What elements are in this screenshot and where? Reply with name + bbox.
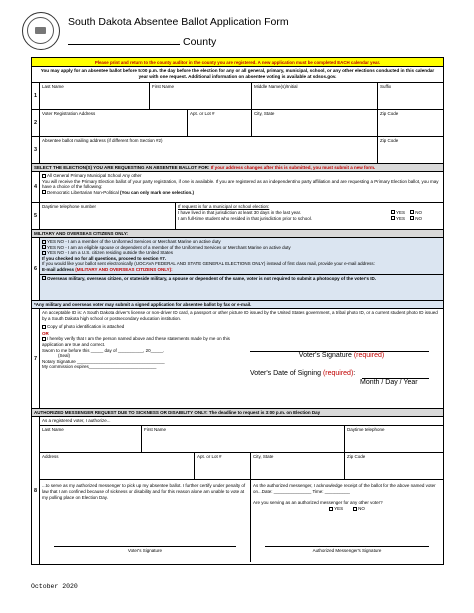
- section-3: [32, 137, 443, 164]
- party-options-text: Democratic Libertarian Non-Political: [47, 189, 121, 195]
- messenger-receipt-text[interactable]: As the authorized messenger, I acknowledge receipt of the ballot for the above named voter on...Date: _______________ Time: __________: [253, 483, 436, 494]
- id-left-column: [40, 324, 240, 370]
- yes-label: YES: [396, 215, 406, 221]
- messenger-address-label: Address: [42, 454, 59, 459]
- suffix-field[interactable]: [378, 83, 443, 109]
- messenger-city-field[interactable]: [251, 453, 345, 479]
- section-body: [40, 110, 443, 136]
- sworn-text: Sworn to me before this _____ day of __________, 20_____.: [42, 347, 165, 353]
- no-checkbox[interactable]: [353, 507, 357, 511]
- date-signing-required: (required): [322, 370, 354, 378]
- date-signing-label: Voter's Date of Signing: [250, 370, 323, 378]
- yes-label: YES: [334, 506, 344, 512]
- messenger-phone-field[interactable]: [345, 426, 443, 452]
- affirm-option[interactable]: [40, 336, 240, 347]
- yes-label: YES: [396, 209, 406, 215]
- messenger-bar: AUTHORIZED MESSENGER REQUEST DUE TO SICKNESS OR DISABILITY ONLY: The deadline to request is 3:00 p.m. on Election Day: [32, 409, 443, 417]
- city-state-field[interactable]: [252, 110, 378, 136]
- military-q2-text: YES NO - I am an eligible spouse or dependent of a member of the Uniformed Services or Merchant Marine on active duty: [47, 244, 291, 250]
- messenger-signature-line[interactable]: [265, 546, 429, 547]
- section-2: [32, 110, 443, 137]
- seal-inner-ring: [27, 17, 54, 44]
- county-input-line[interactable]: [68, 36, 180, 45]
- military-q1-text: YES NO - I am a member of the Uniformed Services or Merchant Marine on active duty: [47, 239, 221, 244]
- party-options[interactable]: [40, 190, 443, 196]
- other-voter-question: Are you serving as an authorized messenger for any other voter?: [253, 499, 383, 505]
- yes-checkbox[interactable]: [329, 507, 333, 511]
- yes-checkbox[interactable]: [391, 216, 395, 220]
- notary-signature-line[interactable]: Notary Signature ___________________________________: [42, 358, 165, 364]
- section-body: [40, 309, 443, 408]
- zip-field[interactable]: [378, 110, 443, 136]
- copy-id-option[interactable]: [40, 324, 240, 330]
- yes-checkbox[interactable]: [391, 210, 395, 214]
- footer-date: October 2020: [31, 583, 78, 590]
- q2-answers[interactable]: [391, 216, 441, 222]
- voter-certify-cell: [40, 480, 251, 562]
- middle-name-field[interactable]: [252, 83, 378, 109]
- mailing-zip-field[interactable]: [378, 137, 443, 163]
- checkbox[interactable]: [42, 276, 46, 280]
- section-5: [32, 203, 443, 230]
- messenger-address-field[interactable]: [40, 453, 195, 479]
- application-form: [31, 57, 444, 565]
- section-body: [40, 83, 443, 109]
- voter-signature-label: Voter's Signature: [298, 352, 354, 360]
- suffix-label: Suffix: [380, 84, 392, 89]
- checkbox[interactable]: [42, 190, 46, 194]
- date-signing-colon: :: [353, 370, 356, 378]
- messenger-apt-field[interactable]: [195, 453, 251, 479]
- apt-label: Apt. or Lot #: [190, 111, 215, 116]
- photocopy-note: [40, 275, 443, 282]
- copy-id-text: Copy of photo identification is attached: [47, 324, 125, 330]
- other-voter-answers[interactable]: [253, 506, 441, 512]
- email-field[interactable]: [40, 267, 443, 275]
- messenger-address-row: [40, 453, 443, 480]
- seal-text: (Seal): [58, 353, 71, 359]
- section-number: 5: [32, 203, 40, 229]
- city-state-label: City, State: [254, 111, 275, 116]
- photocopy-note-text: Overseas military, overseas citizen, or stateside military, a spouse or dependent of the same, voter is not required to submit a photocopy of the voter's ID.: [47, 275, 376, 281]
- messenger-first-name-label: First Name: [144, 427, 167, 432]
- q1-text: I have lived in that jurisdiction at least 30 days in the last year.: [178, 209, 302, 215]
- registration-address-label: Voter Registration Address: [42, 111, 96, 116]
- checkbox[interactable]: [42, 325, 46, 329]
- email-instruction: If you would like your ballot sent electronically (UOCAVA FEDERAL AND STATE GENERAL ELECTIONS ONLY) instead of first class mail, provide your e-mail address:: [42, 261, 375, 267]
- messenger-intro: As a registered voter, I authorize...: [40, 417, 443, 426]
- section-7: [32, 309, 443, 409]
- section-number: 3: [32, 137, 40, 163]
- first-name-label: First Name: [152, 84, 175, 89]
- notice-banner: Please print and return to the county auditor in the county you are registered. A new application must be completed EACH calendar year.: [32, 58, 443, 67]
- checkbox[interactable]: [42, 245, 46, 249]
- q2-text: I am full-time student who resided in that jurisdiction prior to school.: [178, 215, 313, 221]
- messenger-signature-label: Authorized Messenger's Signature: [312, 548, 382, 553]
- section-8: [32, 417, 443, 564]
- email-note: (MILITARY AND OVERSEAS CITIZENS ONLY):: [75, 266, 173, 272]
- email-label: E-mail address: [42, 266, 76, 272]
- county-label: County: [183, 36, 217, 48]
- mailing-address-field[interactable]: [40, 137, 378, 163]
- jurisdiction-questions: [176, 203, 443, 229]
- phone-row: [40, 203, 443, 229]
- messenger-zip-label: Zip Code: [347, 454, 366, 459]
- election-select-bar: [32, 164, 443, 172]
- voter-signature-caption: [240, 352, 443, 359]
- commission-expires-line[interactable]: My commission expires___________________________: [42, 364, 157, 370]
- section-body: [40, 238, 443, 300]
- section-body: [40, 172, 443, 202]
- fax-email-bar: *Any military and overseas voter may submit a signed application for absentee ballot by fax or e-mail.: [32, 301, 443, 309]
- proceed-note: If you checked no for all questions, proceed to section #7.: [42, 255, 167, 261]
- party-options-note: (You can only mark one selection.): [120, 189, 194, 195]
- election-select-note: If your address changes after this is submitted, you must submit a new form.: [209, 165, 376, 170]
- voter-signature-label: Voter's Signature: [127, 548, 163, 553]
- seal-emblem: [35, 27, 46, 34]
- voter-signature-line[interactable]: [54, 546, 236, 547]
- section-6: [32, 238, 443, 301]
- voter-signature-required: (required): [353, 352, 385, 360]
- checkbox[interactable]: [42, 174, 46, 178]
- last-name-label: Last Name: [42, 84, 64, 89]
- messenger-certify-row: [40, 480, 443, 562]
- section-number: 6: [32, 238, 40, 300]
- election-select-label: SELECT THE ELECTION(S) YOU ARE REQUESTING AN ABSENTEE BALLOT FOR:: [34, 165, 210, 170]
- date-signing-caption: [250, 370, 355, 377]
- address-row: [40, 110, 443, 136]
- messenger-city-label: City, State: [253, 454, 274, 459]
- voter-sign-column: [240, 324, 443, 387]
- messenger-certify-cell: [251, 480, 443, 562]
- section-number: 8: [32, 417, 40, 564]
- phone-label: Daytime telephone number: [42, 204, 97, 209]
- name-row: [40, 83, 443, 109]
- section-1: [32, 83, 443, 110]
- id-sign-area: [40, 324, 443, 387]
- messenger-name-row: [40, 426, 443, 453]
- section-number: 7: [32, 309, 40, 408]
- section-body: [40, 137, 443, 163]
- election-options-text: All General Primary Municipal School Any other: [47, 173, 142, 178]
- voter-certify-text: ...to serve as my authorized messenger to pick up my absentee ballot. I further certify under penalty of law that I am confined because of sickness or disability and for this reason alone am unable to vote at my polling place on Election Day.: [42, 483, 246, 500]
- messenger-last-name-field[interactable]: [40, 426, 142, 452]
- jurisdiction-q2: [178, 216, 441, 222]
- messenger-zip-field[interactable]: [345, 453, 443, 479]
- messenger-apt-label: Apt. or Lot #: [197, 454, 222, 459]
- state-seal-icon: [22, 12, 60, 50]
- messenger-phone-label: Daytime telephone: [347, 427, 385, 432]
- section-body: [40, 417, 443, 564]
- section-body: [40, 203, 443, 229]
- no-checkbox[interactable]: [410, 210, 414, 214]
- checkbox[interactable]: [42, 337, 46, 341]
- affirm-text: I hereby verify that I am the person named above and these statements made by me on this application are true and correct.: [42, 336, 230, 347]
- or-text: OR: [42, 330, 49, 336]
- last-name-field[interactable]: [40, 83, 150, 109]
- zip-label: Zip Code: [380, 111, 399, 116]
- no-checkbox[interactable]: [410, 216, 414, 220]
- date-format: Month / Day / Year: [360, 379, 418, 387]
- messenger-last-name-label: Last Name: [42, 427, 64, 432]
- messenger-first-name-field[interactable]: [142, 426, 345, 452]
- jurisdiction-header: If request is for a municipal or school election:: [178, 204, 270, 209]
- intro-text: You may apply for an absentee ballot before 5:00 p.m. the day before the election for any or all general, primary, municipal, school, or any other elections conducted in this calendar year with one request. Additional information on absentee voting is available at sdsos.gov.: [32, 67, 443, 83]
- county-field[interactable]: [68, 36, 216, 48]
- no-label: NO: [358, 506, 365, 512]
- no-label: NO: [415, 209, 423, 215]
- military-bar: MILITARY AND OVERSEAS CITIZENS ONLY:: [32, 230, 443, 238]
- mailing-row: [40, 137, 443, 163]
- checkbox[interactable]: [42, 240, 46, 244]
- section-number: 4: [32, 172, 40, 202]
- military-q3-text: YES NO - I am a U.S. citizen residing outside the United States: [47, 250, 174, 256]
- section-number: 1: [32, 83, 40, 109]
- apt-field[interactable]: [188, 110, 252, 136]
- acceptable-id-text: An acceptable ID is: A South Dakota driver's license or non-driver ID card, a passport or other picture ID issued by the United States government, a tribal photo ID, or a current student photo ID issued by a South Dakota high school or postsecondary education institution.: [42, 310, 438, 321]
- middle-name-label: Middle Name(s)/Initial: [254, 84, 298, 89]
- mailing-zip-label: Zip Code: [380, 138, 399, 143]
- no-label: NO: [415, 215, 423, 221]
- first-name-field[interactable]: [150, 83, 252, 109]
- phone-field[interactable]: [40, 203, 176, 229]
- mailing-address-label: Absentee ballot mailing address (if different from Section #2): [42, 138, 163, 143]
- section-number: 2: [32, 110, 40, 136]
- primary-text: You will receive the Primary Election ballot of your party registration, if one is available. If you are registered as an independent/no party affiliation and are requesting a Primary Election ballot, you may have a choice of the following:: [42, 178, 439, 190]
- checkbox[interactable]: [42, 251, 46, 255]
- section-4: [32, 172, 443, 203]
- form-title: South Dakota Absentee Ballot Application Form: [68, 16, 289, 28]
- registration-address-field[interactable]: [40, 110, 188, 136]
